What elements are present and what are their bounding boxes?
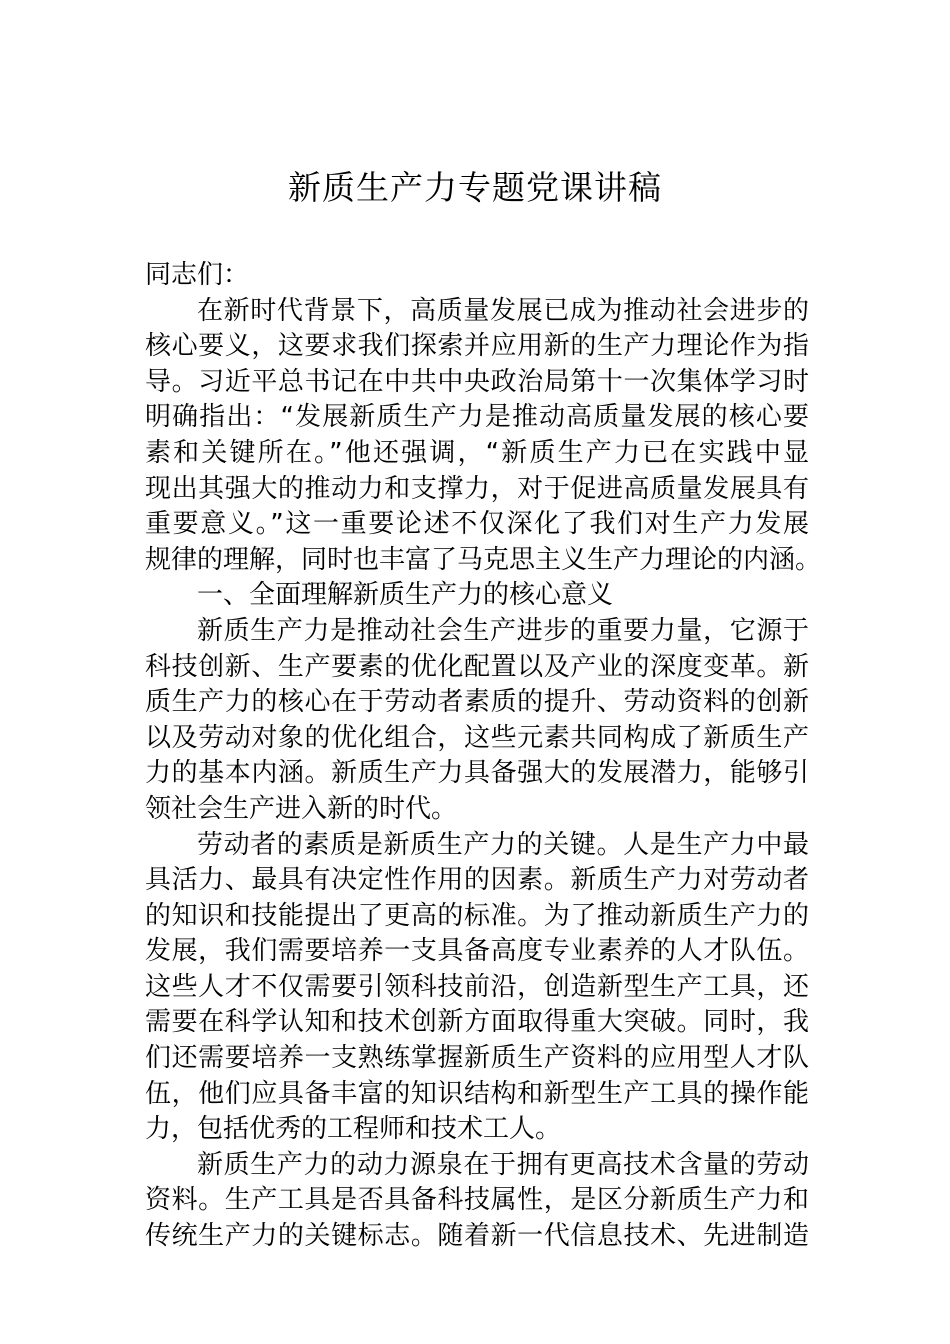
text-line: 重要意义。”这一重要论述不仅深化了我们对生产力发展 xyxy=(145,509,809,540)
text-line: 劳动者的素质是新质生产力的关键。人是生产力中最 xyxy=(197,829,809,860)
text-line: 伍，他们应具备丰富的知识结构和新型生产工具的操作能 xyxy=(145,1078,809,1109)
text-line: 以及劳动对象的优化组合，这些元素共同构成了新质生产 xyxy=(145,722,809,753)
text-line: 资料。生产工具是否具备科技属性，是区分新质生产力和 xyxy=(145,1185,809,1216)
text-line: 这些人才不仅需要引领科技前沿，创造新型生产工具，还 xyxy=(145,971,809,1002)
text-line: 领社会生产进入新的时代。 xyxy=(145,793,458,824)
text-line: 科技创新、生产要素的优化配置以及产业的深度变革。新 xyxy=(145,651,809,682)
text-line: 规律的理解，同时也丰富了马克思主义生产力理论的内涵。 xyxy=(145,544,822,575)
text-line: 发展，我们需要培养一支具备高度专业素养的人才队伍。 xyxy=(145,936,809,967)
text-line: 一、全面理解新质生产力的核心意义 xyxy=(197,580,614,611)
text-line: 新质生产力的动力源泉在于拥有更高技术含量的劳动 xyxy=(197,1149,809,1180)
document-title: 新质生产力专题党课讲稿 xyxy=(288,168,662,207)
text-line: 在新时代背景下，高质量发展已成为推动社会进步的 xyxy=(197,295,809,326)
document-body xyxy=(145,258,822,1255)
text-line: 具活力、最具有决定性作用的因素。新质生产力对劳动者 xyxy=(145,865,809,896)
text-line: 现出其强大的推动力和支撑力，对于促进高质量发展具有 xyxy=(145,473,809,504)
text-line: 们还需要培养一支熟练掌握新质生产资料的应用型人才队 xyxy=(145,1043,809,1074)
text-line: 需要在科学认知和技术创新方面取得重大突破。同时，我 xyxy=(145,1007,809,1038)
text-line: 质生产力的核心在于劳动者素质的提升、劳动资料的创新 xyxy=(145,687,809,718)
text-line: 素和关键所在。”他还强调，“新质生产力已在实践中显 xyxy=(145,437,809,468)
text-line: 力，包括优秀的工程师和技术工人。 xyxy=(145,1114,562,1145)
text-line: 新质生产力是推动社会生产进步的重要力量，它源于 xyxy=(197,615,809,646)
text-line: 导。习近平总书记在中共中央政治局第十一次集体学习时 xyxy=(145,366,809,397)
text-line: 同志们： xyxy=(145,260,250,290)
text-line: 核心要义，这要求我们探索并应用新的生产力理论作为指 xyxy=(145,331,809,362)
text-line: 明确指出：“发展新质生产力是推动高质量发展的核心要 xyxy=(145,402,809,433)
text-line: 传统生产力的关键标志。随着新一代信息技术、先进制造 xyxy=(145,1221,809,1252)
text-line: 的知识和技能提出了更高的标准。为了推动新质生产力的 xyxy=(145,900,809,931)
text-line: 力的基本内涵。新质生产力具备强大的发展潜力，能够引 xyxy=(145,758,809,789)
